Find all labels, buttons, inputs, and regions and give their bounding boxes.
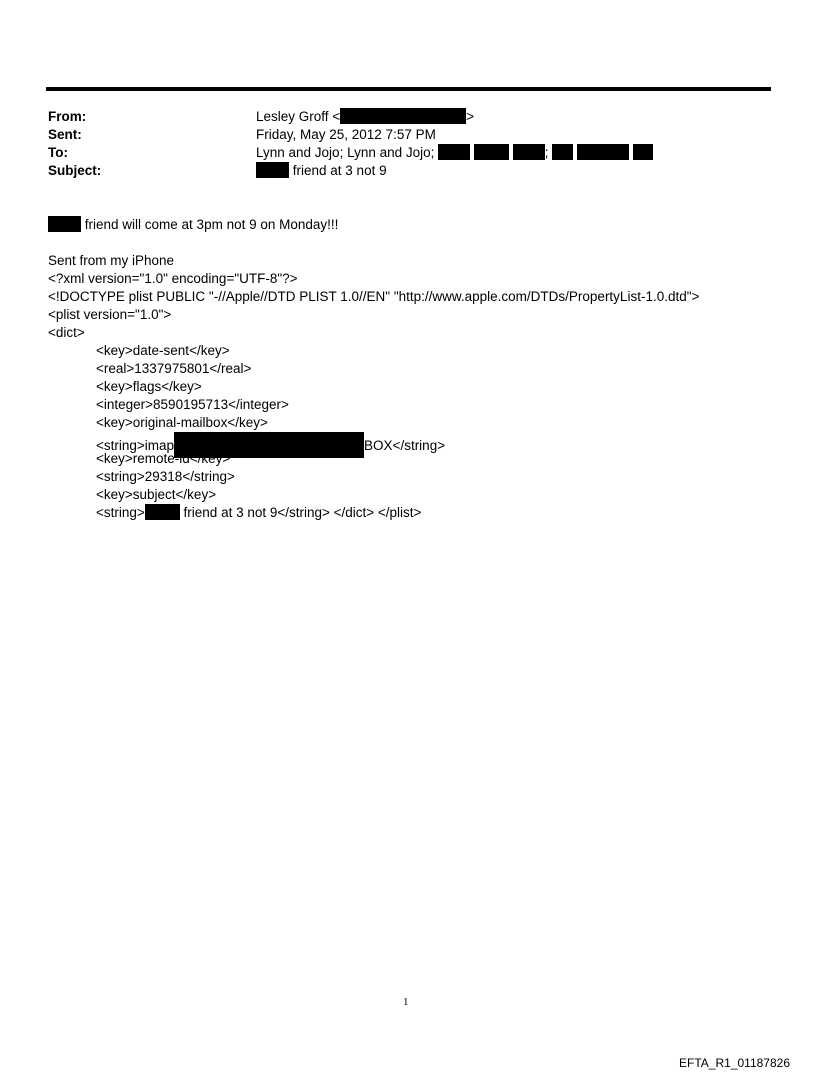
sent-label: Sent: — [48, 127, 82, 142]
key-original-mailbox: <key>original-mailbox</key> — [96, 415, 268, 430]
real-value: <real>1337975801</real> — [96, 361, 252, 376]
xml-declaration: <?xml version="1.0" encoding="UTF-8"?> — [48, 271, 298, 286]
subject-string-end: friend at 3 not 9</string> </dict> </plist> — [183, 505, 422, 520]
redaction-block — [145, 504, 180, 520]
message-line — [48, 216, 338, 234]
subject-value — [256, 162, 387, 180]
redaction-block — [577, 144, 629, 160]
key-remote-id: <key>remote-id</key> — [96, 451, 231, 466]
string-remote-id: <string>29318</string> — [96, 469, 235, 484]
subject-text: friend at 3 not 9 — [292, 163, 387, 178]
redaction-block — [552, 144, 573, 160]
doctype-line: <!DOCTYPE plist PUBLIC "-//Apple//DTD PLIST 1.0//EN" "http://www.apple.com/DTDs/PropertyList-1.0.dtd"> — [48, 289, 700, 304]
redaction-block — [633, 144, 653, 160]
plist-open: <plist version="1.0"> — [48, 307, 172, 322]
sent-value: Friday, May 25, 2012 7:57 PM — [256, 127, 436, 142]
key-date-sent: <key>date-sent</key> — [96, 343, 230, 358]
subject-label: Subject: — [48, 163, 102, 178]
imap-end: BOX</string> — [364, 438, 446, 453]
dict-open: <dict> — [48, 325, 85, 340]
from-label: From: — [48, 109, 87, 124]
from-name: Lesley Groff < — [256, 109, 341, 124]
string-subject — [96, 504, 421, 522]
to-semicolon: ; — [544, 145, 549, 160]
header-rule — [46, 87, 771, 91]
to-label: To: — [48, 145, 68, 160]
redaction-block — [256, 162, 289, 178]
redaction-block — [340, 108, 466, 124]
message-text: friend will come at 3pm not 9 on Monday!!! — [84, 217, 339, 232]
page-number: 1 — [403, 996, 409, 1008]
key-flags: <key>flags</key> — [96, 379, 202, 394]
imap-start: <string>imap — [96, 438, 175, 453]
redaction-block — [438, 144, 470, 160]
redaction-block — [474, 144, 509, 160]
signature: Sent from my iPhone — [48, 253, 175, 268]
to-recipients: Lynn and Jojo; Lynn and Jojo; — [256, 145, 435, 160]
document-id: EFTA_R1_01187826 — [679, 1056, 790, 1070]
from-close: > — [466, 109, 475, 124]
from-value — [256, 108, 474, 126]
subject-string-start: <string> — [96, 505, 145, 520]
integer-value: <integer>8590195713</integer> — [96, 397, 289, 412]
to-value — [256, 144, 653, 162]
redaction-block — [513, 144, 545, 160]
key-subject: <key>subject</key> — [96, 487, 217, 502]
redaction-block — [48, 216, 81, 232]
